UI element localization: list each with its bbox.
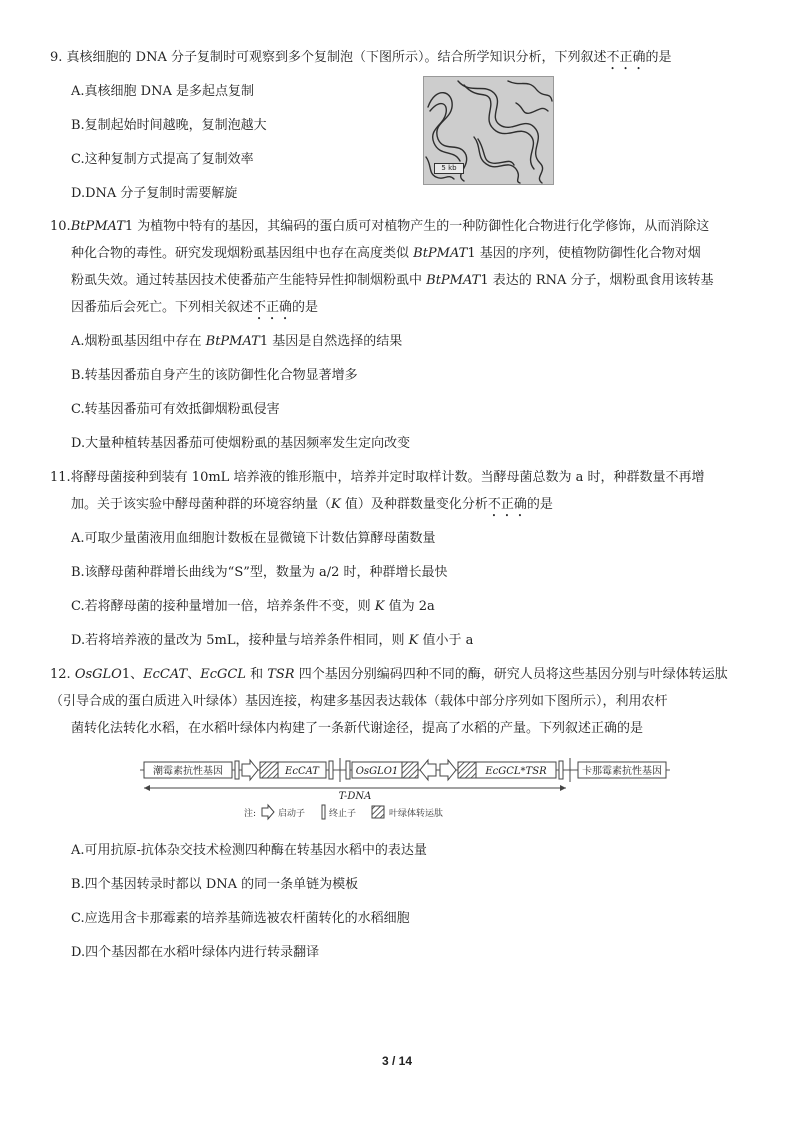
q12-option-d: D.四个基因都在水稻叶绿体内进行转录翻译 xyxy=(71,945,320,960)
replication-bubble-micrograph xyxy=(423,76,554,185)
gene-name: BtPMAT xyxy=(70,219,125,234)
q10-stem-line-4: 因番茄后会死亡。下列相关叙述不正确的是 xyxy=(71,300,319,315)
kanamycin-gene-label: 卡那霉素抗性基因 xyxy=(582,766,662,777)
gene-name: BtPMAT xyxy=(426,273,481,288)
t-dna-label: T-DNA xyxy=(338,791,372,802)
q9-option-d: D.DNA 分子复制时需要解旋 xyxy=(71,186,238,201)
eccat-gene-label: EcCAT xyxy=(285,766,319,777)
gene-name: EcCAT xyxy=(143,667,188,682)
q12-stem-line-3: 菌转化法转化水稻，在水稻叶绿体内构建了一条新代谢途径，提高了水稻的产量。下列叙述正确的是 xyxy=(71,721,644,736)
legend-terminator: 终止子 xyxy=(329,809,357,819)
emphasis-text: 不正确 xyxy=(487,497,527,512)
osglo1-gene-label: OsGLO1 xyxy=(355,766,399,777)
q11-option-a: A.可取少量菌液用血细胞计数板在显微镜下计数估算酵母菌数量 xyxy=(71,531,436,546)
transit-peptide-icon xyxy=(260,762,278,778)
terminator-icon xyxy=(235,761,239,779)
gene-name: BtPMAT xyxy=(205,334,260,349)
promoter-icon xyxy=(262,805,274,819)
gene-name: EcGCL xyxy=(200,667,246,682)
q10-stem-line-3: 粉虱失效。通过转基因技术使番茄产生能特异性抑制烟粉虱中 BtPMAT1 表达的 RNA 分子，烟粉虱食用该转基 xyxy=(71,273,714,288)
q9-option-c: C.这种复制方式提高了复制效率 xyxy=(71,152,254,167)
promoter-icon xyxy=(242,760,258,780)
emphasis-text: 不正确 xyxy=(606,50,646,65)
gene-name: BtPMAT xyxy=(413,246,468,261)
page-number: 3 / 14 xyxy=(381,1054,413,1068)
q10-option-d: D.大量种植转基因番茄可使烟粉虱的基因频率发生定向改变 xyxy=(71,436,411,451)
hygromycin-gene-label: 潮霉素抗性基因 xyxy=(153,766,223,777)
q9-option-a: A.真核细胞 DNA 是多起点复制 xyxy=(71,84,254,99)
promoter-icon xyxy=(440,760,456,780)
q11-stem-line-2: 加。关于该实验中酵母菌种群的环境容纳量（K 值）及种群数量变化分析不正确的是 xyxy=(71,497,553,512)
gene-name: TSR xyxy=(267,667,295,682)
q10-stem-line-1: 10.BtPMAT1 为植物中特有的基因，其编码的蛋白质可对植物产生的一种防御性化合物进行化学修饰，从而消除这 xyxy=(50,219,710,234)
ecgcl-tsr-gene-label: EcGCL*TSR xyxy=(485,766,547,777)
vector-construct-diagram xyxy=(140,752,670,822)
legend-transit-peptide: 叶绿体转运肽 xyxy=(389,809,444,819)
q12-option-c: C.应选用含卡那霉素的培养基筛选被农杆菌转化的水稻细胞 xyxy=(71,911,410,926)
q10-stem-line-2: 种化合物的毒性。研究发现烟粉虱基因组中也存在高度类似 BtPMAT1 基因的序列，使植物防御性化合物对烟 xyxy=(71,246,701,261)
q9-stem: 9. 真核细胞的 DNA 分子复制时可观察到多个复制泡（下图所示）。结合所学知识分析，下列叙述不正确的是 xyxy=(50,50,672,65)
legend-note: 注: xyxy=(244,809,257,819)
q12-option-b: B.四个基因转录时都以 DNA 的同一条单链为模板 xyxy=(71,877,359,892)
emphasis-text: 不正确 xyxy=(253,300,293,315)
transit-peptide-icon xyxy=(458,762,476,778)
legend-promoter: 启动子 xyxy=(278,809,306,819)
q10-option-b: B.转基因番茄自身产生的该防御性化合物显著增多 xyxy=(71,368,358,383)
terminator-icon xyxy=(559,761,563,779)
q11-option-d: D.若将培养液的量改为 5mL，接种量与培养条件相同，则 K 值小于 a xyxy=(71,633,474,648)
q10-option-a: A.烟粉虱基因组中存在 BtPMAT1 基因是自然选择的结果 xyxy=(71,334,403,349)
q12-stem-line-1: 12. OsGLO1、EcCAT、EcGCL 和 TSR 四个基因分别编码四种不同的酶，研究人员将这些基因分别与叶绿体转运肽 xyxy=(50,667,728,682)
transit-peptide-icon xyxy=(402,762,418,778)
scale-bar: 5 kb xyxy=(434,163,464,174)
q10-option-c: C.转基因番茄可有效抵御烟粉虱侵害 xyxy=(71,402,280,417)
terminator-icon xyxy=(329,761,333,779)
transit-peptide-icon xyxy=(372,806,384,818)
q12-option-a: A.可用抗原-抗体杂交技术检测四种酶在转基因水稻中的表达量 xyxy=(71,843,427,858)
q11-stem-line-1: 11.将酵母菌接种到装有 10mL 培养液的锥形瓶中，培养并定时取样计数。当酵母菌总数为 a 时，种群数量不再增 xyxy=(50,470,705,485)
terminator-icon xyxy=(322,805,325,819)
promoter-icon xyxy=(420,760,436,780)
terminator-icon xyxy=(346,761,350,779)
q11-option-c: C.若将酵母菌的接种量增加一倍，培养条件不变，则 K 值为 2a xyxy=(71,599,435,614)
q12-stem-line-2: （引导合成的蛋白质进入叶绿体）基因连接，构建多基因表达载体（载体中部分序列如下图所示），利用农杆 xyxy=(50,694,668,709)
q9-option-b: B.复制起始时间越晚，复制泡越大 xyxy=(71,118,267,133)
gene-name: OsGLO xyxy=(74,667,122,682)
q11-option-b: B.该酵母菌种群增长曲线为“S”型，数量为 a/2 时，种群增长最快 xyxy=(71,565,448,580)
